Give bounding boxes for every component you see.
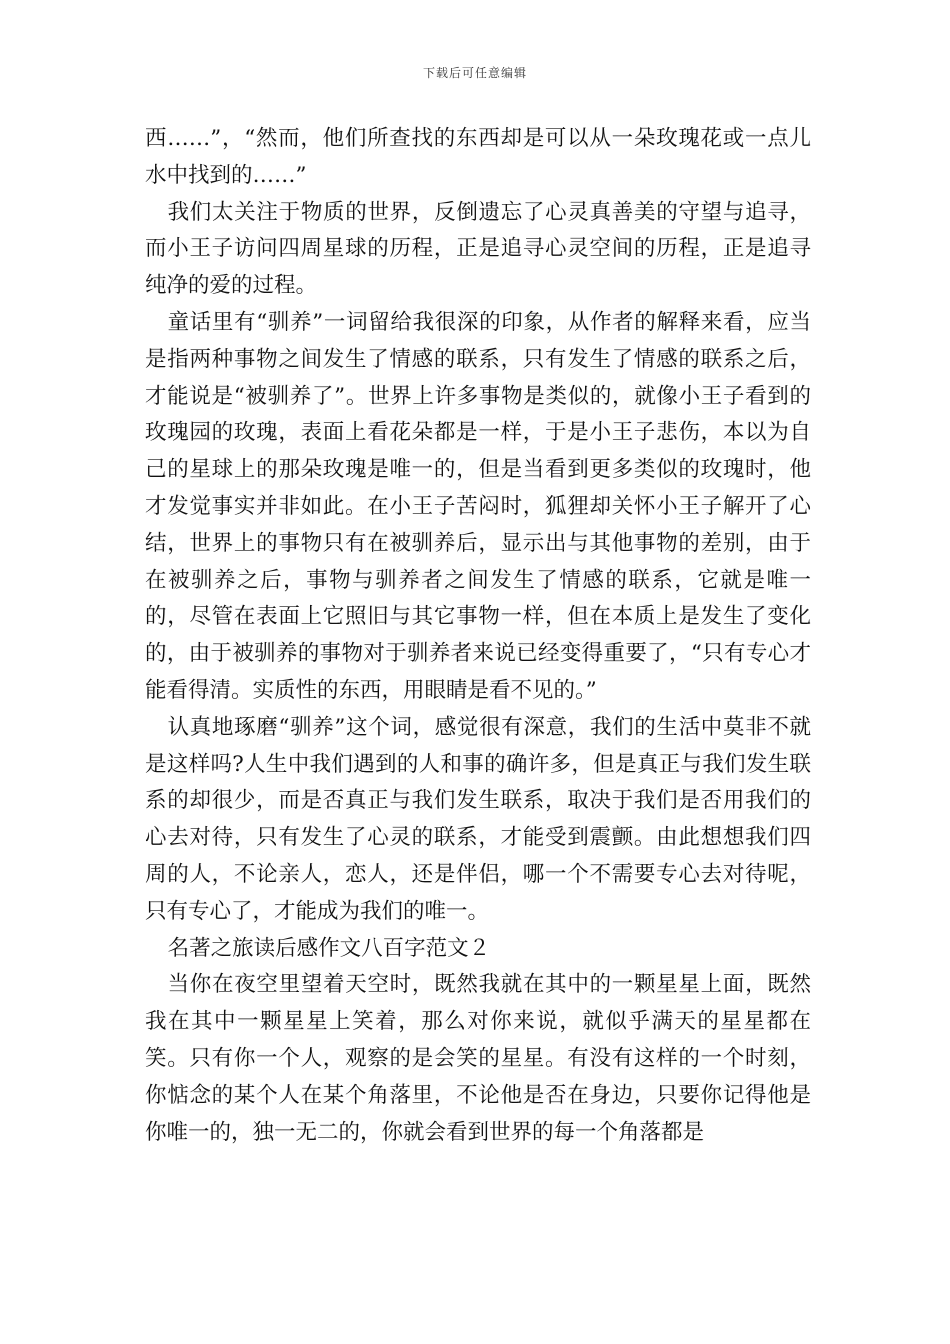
paragraph: 我们太关注于物质的世界，反倒遗忘了心灵真善美的守望与追寻，而小王子访问四周星球的历程，正是追寻心灵空间的历程，正是追寻纯净的爱的过程。 (145, 199, 811, 299)
page-header: 下载后可任意编辑 (422, 66, 527, 80)
document-body (145, 121, 811, 1151)
paragraph-continuation: 西……”，“然而，他们所查找的东西却是可以从一朵玫瑰花或一点儿水中找到的……” (145, 126, 811, 188)
section-title: 名著之旅读后感作文八百字范文２ (167, 935, 491, 961)
paragraph: 当你在夜空里望着天空时，既然我就在其中的一颗星星上面，既然我在其中一颗星星上笑着，那么对你来说，就似乎满天的星星都在笑。只有你一个人，观察的是会笑的星星。有没有这样的一个时刻，你惦念的某个人在某个角落里，不论他是否在身边，只要你记得他是你唯一的，独一无二的，你就会看到世界的每一个角落都是 (145, 972, 811, 1145)
paragraph: 认真地琢磨“驯养”这个词，感觉很有深意，我们的生活中莫非不就是这样吗?人生中我们遇到的人和事的确许多，但是真正与我们发生联系的却很少，而是否真正与我们发生联系，取决于我们是否用我们的心去对待，只有发生了心灵的联系，才能受到震颤。由此想想我们四周的人，不论亲人，恋人，还是伴侣，哪一个不需要专心去对待呢，只有专心了，才能成为我们的唯一。 (145, 714, 811, 924)
paragraph: 童话里有“驯养”一词留给我很深的印象，从作者的解释来看，应当是指两种事物之间发生了情感的联系，只有发生了情感的联系之后，才能说是“被驯养了”。世界上许多事物是类似的，就像小王子看到的玫瑰园的玫瑰，表面上看花朵都是一样，于是小王子悲伤，本以为自己的星球上的那朵玫瑰是唯一的，但是当看到更多类似的玫瑰时，他才发觉事实并非如此。在小王子苦闷时，狐狸却关怀小王子解开了心结，世界上的事物只有在被驯养后，显示出与其他事物的差别，由于在被驯养之后，事物与驯养者之间发生了情感的联系，它就是唯一的，尽管在表面上它照旧与其它事物一样，但在本质上是发生了变化的，由于被驯养的事物对于驯养者来说已经变得重要了，“只有专心才能看得清。实质性的东西，用眼睛是看不见的。” (145, 309, 811, 703)
